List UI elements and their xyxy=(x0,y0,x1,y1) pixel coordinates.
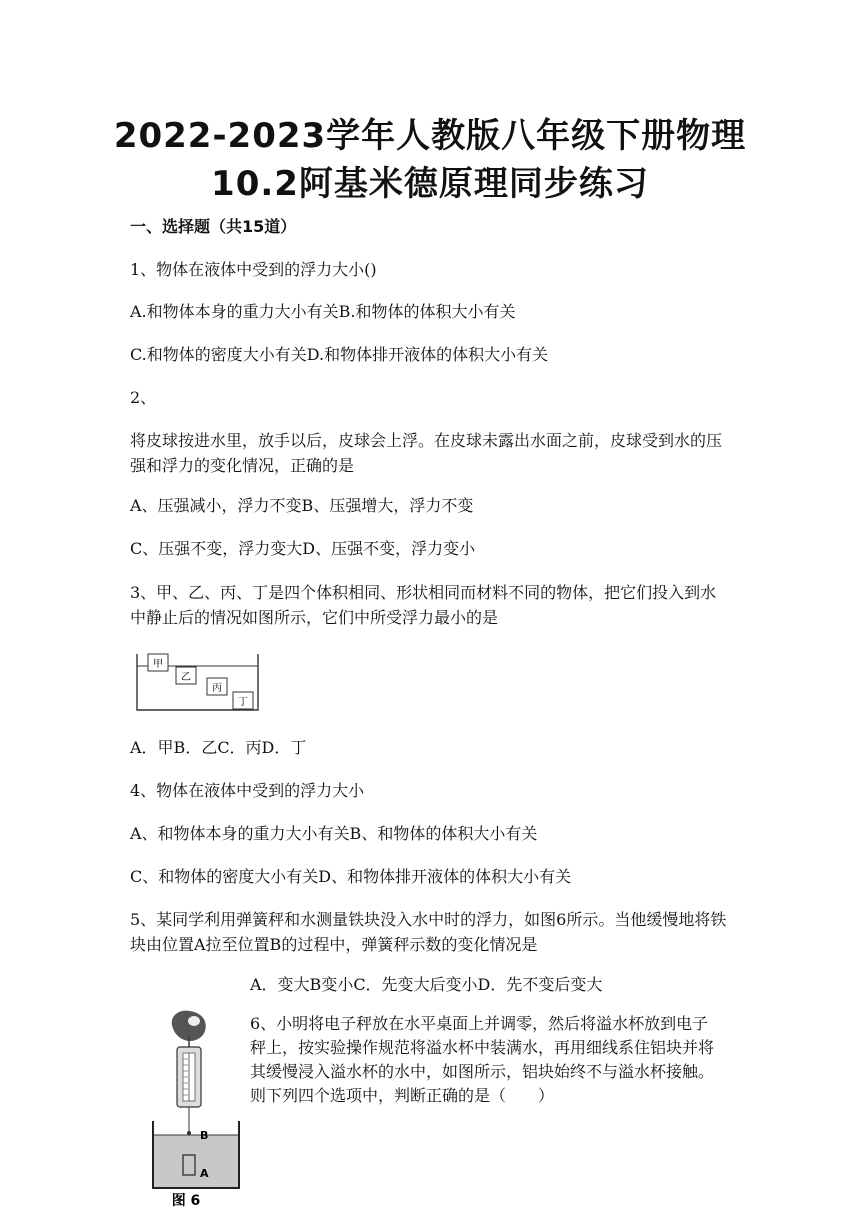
figure-caption: 图 6 xyxy=(171,1193,201,1209)
label-yi: 乙 xyxy=(181,672,191,683)
question-2-number: 2、 xyxy=(130,388,157,407)
question-3-stem: 3、甲、乙、丙、丁是四个体积相同、形状相同而材料不同的物体，把它们投入到水中静止后的情况如图所示，它们中所受浮力最小的是 xyxy=(130,583,717,627)
label-b: B xyxy=(200,1129,209,1142)
water-fill xyxy=(154,1135,238,1187)
position-b-marker xyxy=(187,1131,191,1135)
question-4-options-line-1: A、和物体本身的重力大小有关B、和物体的体积大小有关 xyxy=(130,824,538,843)
page-title-line-1: 2022-2023学年人教版八年级下册物理 xyxy=(113,116,747,156)
question-3-figure xyxy=(135,650,260,712)
question-2-options-line-1: A、压强减小，浮力不变B、压强增大，浮力不变 xyxy=(130,496,474,515)
question-4-options-line-2: C、和物体的密度大小有关D、和物体排开液体的体积大小有关 xyxy=(130,867,572,886)
label-ding: 丁 xyxy=(238,697,248,708)
question-1-options-line-1: A.和物体本身的重力大小有关B.和物体的体积大小有关 xyxy=(130,302,516,321)
question-2-options-line-2: C、压强不变，浮力变大D、压强不变，浮力变小 xyxy=(130,539,476,558)
question-5-stem: 5、某同学利用弹簧秤和水测量铁块没入水中时的浮力，如图6所示。当他缓慢地将铁块由位置A拉至位置B的过程中，弹簧秤示数的变化情况是 xyxy=(130,910,727,954)
question-3-options: A．甲B．乙C．丙D．丁 xyxy=(130,738,307,757)
thumb-shape xyxy=(188,1016,200,1026)
label-a: A xyxy=(200,1167,209,1180)
section-heading: 一、选择题（共15道） xyxy=(130,217,297,236)
question-2-stem: 将皮球按进水里，放手以后，皮球会上浮。在皮球未露出水面之前，皮球受到水的压强和浮力的变化情况，正确的是 xyxy=(130,431,723,475)
question-6-stem: 6、小明将电子秤放在水平桌面上并调零，然后将溢水杯放到电子秤上，按实验操作规范将溢水杯中装满水，再用细线系住铝块并将其缓慢浸入溢水杯的水中，如图所示，铝块始终不与溢水杯接触。则下列四个选项中，判断正确的是（ ） xyxy=(250,1014,715,1105)
question-5-figure xyxy=(150,1005,242,1210)
hand-shape xyxy=(172,1011,206,1041)
question-1-options-line-2: C.和物体的密度大小有关D.和物体排开液体的体积大小有关 xyxy=(130,345,549,364)
label-bing: 丙 xyxy=(212,683,222,694)
question-5-options: A．变大B变小C．先变大后变小D．先不变后变大 xyxy=(250,975,603,994)
question-4-stem: 4、物体在液体中受到的浮力大小 xyxy=(130,781,365,800)
page-title-line-2: 10.2阿基米德原理同步练习 xyxy=(211,164,649,204)
iron-block xyxy=(183,1155,195,1175)
label-jia: 甲 xyxy=(153,659,163,670)
question-1-stem: 1、物体在液体中受到的浮力大小() xyxy=(130,260,377,279)
